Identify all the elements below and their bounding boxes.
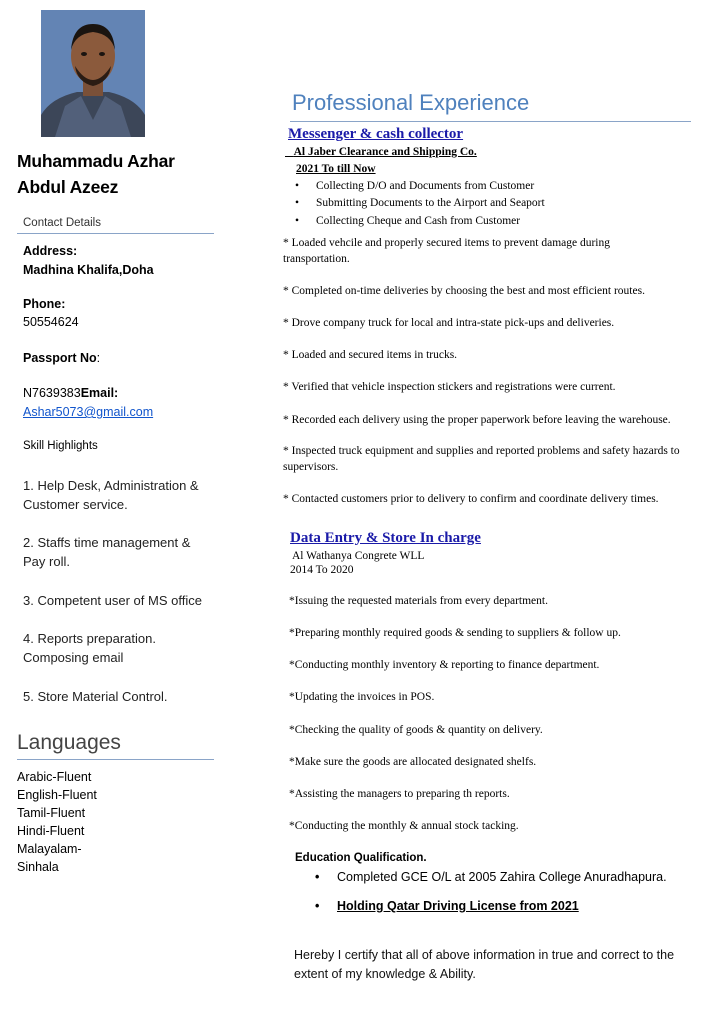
languages-heading: Languages bbox=[17, 731, 121, 754]
passport-email-row bbox=[23, 386, 118, 400]
job1-duty: * Inspected truck equipment and supplies and reported problems and safety hazards to supervisors. bbox=[283, 445, 680, 473]
job1-duty: * Drove company truck for local and intra-state pick-ups and deliveries. bbox=[283, 317, 615, 329]
job1-duty: * Contacted customers prior to delivery to confirm and coordinate delivery times. bbox=[283, 493, 659, 505]
experience-divider bbox=[290, 121, 691, 122]
language-item: Tamil-Fluent bbox=[17, 806, 86, 820]
passport-label: Passport No bbox=[23, 351, 97, 365]
passport-row bbox=[23, 351, 100, 365]
skill-item: 1. Help Desk, Administration & Customer service. bbox=[23, 478, 199, 512]
job2-duty: *Preparing monthly required goods & sending to suppliers & follow up. bbox=[289, 627, 621, 639]
job1-duty: * Loaded and secured items in trucks. bbox=[283, 349, 458, 361]
language-item: Arabic-Fluent bbox=[17, 770, 92, 784]
contact-heading: Contact Details bbox=[23, 217, 101, 229]
language-item: Hindi-Fluent bbox=[17, 824, 85, 838]
language-item: English-Fluent bbox=[17, 788, 97, 802]
contact-divider bbox=[17, 233, 214, 234]
job1-duty: * Loaded vehcile and properly secured items to prevent damage during transportation. bbox=[283, 237, 610, 265]
job2-period: 2014 To 2020 bbox=[290, 564, 354, 576]
job2-duty: *Checking the quality of goods & quantity on delivery. bbox=[289, 724, 543, 736]
job2-title: Data Entry & Store In charge bbox=[290, 530, 481, 546]
job1-bullet: • Collecting Cheque and Cash from Customer bbox=[316, 215, 520, 227]
job1-duty: * Recorded each delivery using the proper paperwork before leaving the warehouse. bbox=[283, 414, 671, 426]
job2-duty: *Issuing the requested materials from every department. bbox=[289, 595, 548, 607]
passport-value: N7639383 bbox=[23, 386, 81, 400]
phone-label: Phone: bbox=[23, 297, 66, 311]
job1-duty: * Completed on-time deliveries by choosing the best and most efficient routes. bbox=[283, 285, 645, 297]
skill-item: 4. Reports preparation. Composing email bbox=[23, 631, 156, 665]
job2-company: Al Wathanya Congrete WLL bbox=[292, 550, 425, 562]
skill-item: 2. Staffs time management & Pay roll. bbox=[23, 535, 191, 569]
job1-bullet: • Collecting D/O and Documents from Customer bbox=[316, 180, 534, 192]
name-line-2: Abdul Azeez bbox=[17, 177, 119, 197]
education-heading: Education Qualification. bbox=[295, 852, 427, 864]
address-value: Madhina Khalifa,Doha bbox=[23, 263, 154, 277]
skills-heading: Skill Highlights bbox=[23, 440, 98, 452]
job1-company: Al Jaber Clearance and Shipping Co. bbox=[293, 146, 477, 158]
skill-item: 5. Store Material Control. bbox=[23, 689, 168, 704]
job2-duty: *Make sure the goods are allocated designated shelfs. bbox=[289, 756, 537, 768]
experience-heading: Professional Experience bbox=[292, 90, 530, 115]
job2-duty: *Updating the invoices in POS. bbox=[289, 691, 435, 703]
job2-duty: *Conducting the monthly & annual stock tacking. bbox=[289, 820, 519, 832]
job2-duty: *Assisting the managers to preparing th reports. bbox=[289, 788, 510, 800]
education-item: • Completed GCE O/L at 2005 Zahira College Anuradhapura. bbox=[337, 870, 667, 884]
language-item: Malayalam- bbox=[17, 842, 82, 856]
job1-bullet: • Submitting Documents to the Airport and Seaport bbox=[316, 197, 545, 209]
skill-item: 3. Competent user of MS office bbox=[23, 593, 202, 608]
passport-colon: : bbox=[96, 351, 101, 365]
email-label: Email: bbox=[80, 386, 119, 400]
language-item: Sinhala bbox=[17, 860, 59, 874]
job1-duty: * Verified that vehicle inspection stickers and registrations were current. bbox=[283, 381, 616, 393]
languages-divider bbox=[17, 759, 214, 760]
phone-value: 50554624 bbox=[23, 315, 79, 329]
declaration-text: Hereby I certify that all of above information in true and correct to the extent of my knowledge & Ability. bbox=[294, 948, 675, 981]
profile-photo bbox=[41, 10, 145, 137]
name-line-1: Muhammadu Azhar bbox=[17, 151, 175, 171]
education-item: • Holding Qatar Driving License from 2021 bbox=[337, 899, 579, 913]
job1-period: 2021 To till Now bbox=[296, 163, 376, 175]
job1-title: Messenger & cash collector bbox=[288, 126, 464, 142]
address-label: Address: bbox=[23, 244, 78, 258]
job2-duty: *Conducting monthly inventory & reporting to finance department. bbox=[289, 659, 600, 671]
email-link[interactable]: Ashar5073@gmail.com bbox=[23, 405, 154, 419]
